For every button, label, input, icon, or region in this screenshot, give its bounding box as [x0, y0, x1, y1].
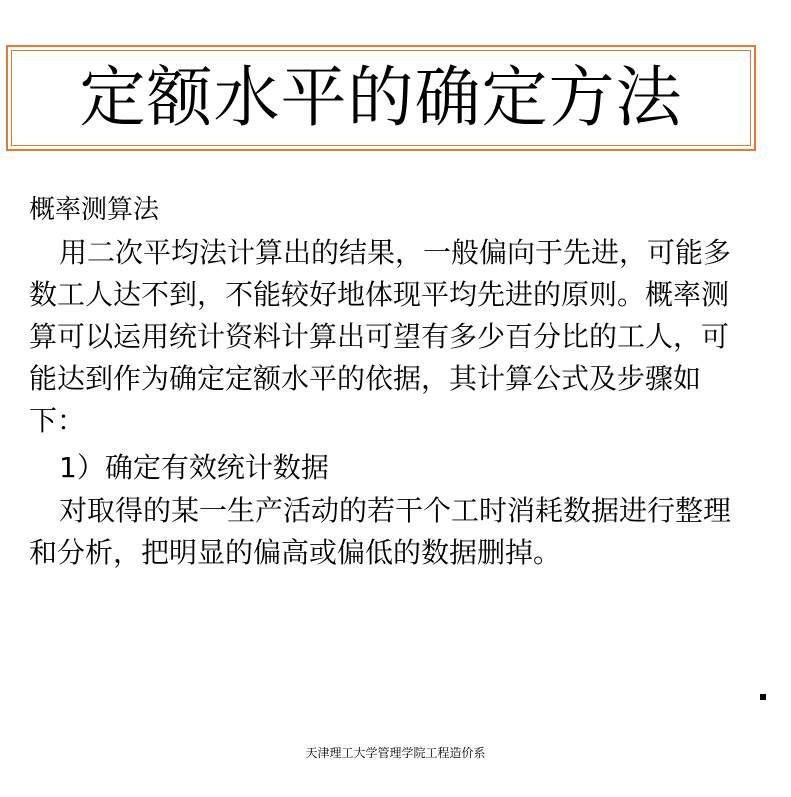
paragraph-1: 用二次平均法计算出的结果，一般偏向于先进，可能多数工人达不到，不能较好地体现平均先进的原则。概率测算可以运用统计资料计算出可望有多少百分比的工人，可能达到作为确定定额水平的依据，其计算公式及步骤如下： — [29, 236, 732, 437]
step-heading: 1）确定有效统计数据 — [59, 451, 329, 484]
footer-text: 天津理工大学管理学院工程造价系 — [305, 746, 486, 760]
page-title: 定额水平的确定方法 — [79, 59, 683, 136]
title-frame — [6, 45, 756, 151]
slide-body — [29, 188, 749, 574]
section-heading: 概率测算法 — [29, 195, 160, 225]
paragraph-2: 对取得的某一生产活动的若干个工时消耗数据进行整理和分析，把明显的偏高或偏低的数据删掉。 — [29, 494, 732, 569]
square-bullet-icon — [760, 694, 766, 700]
